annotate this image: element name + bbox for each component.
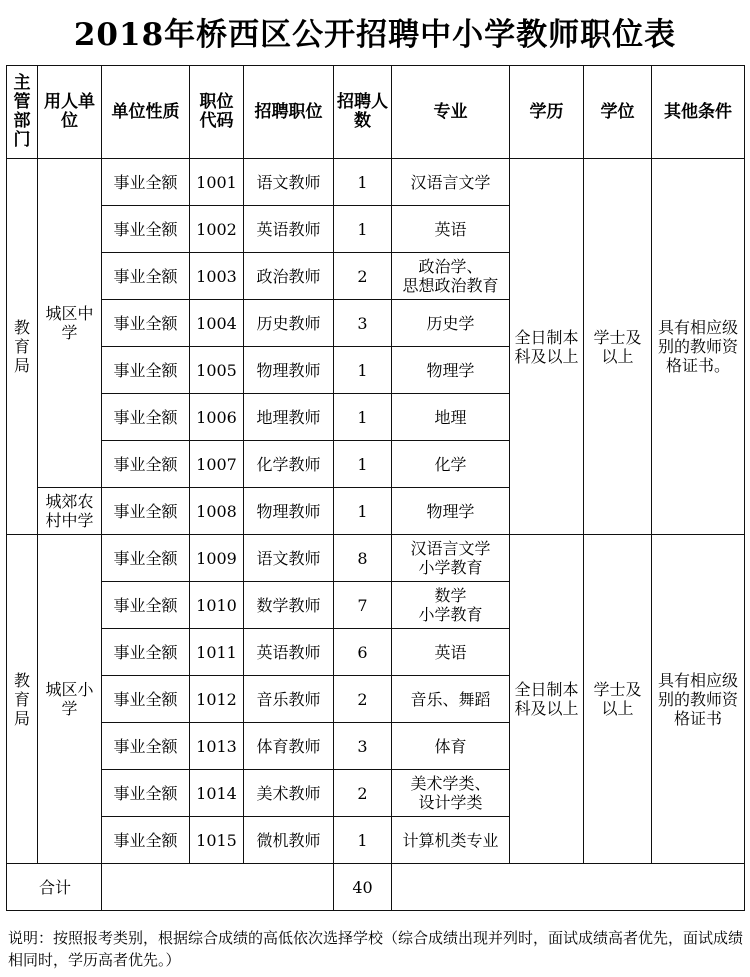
degree-cell: 学士及以上 [584, 159, 652, 535]
position-cell: 音乐教师 [244, 676, 334, 723]
count-cell: 1 [334, 159, 392, 206]
nature-cell: 事业全额 [102, 723, 190, 770]
education-cell: 全日制本科及以上 [510, 159, 584, 535]
position-cell: 语文教师 [244, 535, 334, 582]
nature-cell: 事业全额 [102, 441, 190, 488]
count-cell: 1 [334, 817, 392, 864]
major-cell: 体育 [392, 723, 510, 770]
nature-cell: 事业全额 [102, 300, 190, 347]
table-row [7, 159, 745, 206]
position-cell: 美术教师 [244, 770, 334, 817]
major-cell: 英语 [392, 629, 510, 676]
count-cell: 1 [334, 206, 392, 253]
position-cell: 微机教师 [244, 817, 334, 864]
header-cell: 专业 [392, 66, 510, 159]
major-cell: 英语 [392, 206, 510, 253]
header-cell: 用人单位 [38, 66, 102, 159]
code-cell: 1003 [190, 253, 244, 300]
nature-cell: 事业全额 [102, 582, 190, 629]
code-cell: 1015 [190, 817, 244, 864]
nature-cell: 事业全额 [102, 347, 190, 394]
major-cell: 计算机类专业 [392, 817, 510, 864]
nature-cell: 事业全额 [102, 253, 190, 300]
major-cell: 政治学、 思想政治教育 [392, 253, 510, 300]
code-cell: 1004 [190, 300, 244, 347]
nature-cell: 事业全额 [102, 817, 190, 864]
code-cell: 1008 [190, 488, 244, 535]
nature-cell: 事业全额 [102, 676, 190, 723]
nature-cell: 事业全额 [102, 770, 190, 817]
count-cell: 3 [334, 300, 392, 347]
major-cell: 历史学 [392, 300, 510, 347]
count-cell: 6 [334, 629, 392, 676]
major-cell: 化学 [392, 441, 510, 488]
education-cell: 全日制本科及以上 [510, 535, 584, 864]
header-cell: 招聘人数 [334, 66, 392, 159]
code-cell: 1013 [190, 723, 244, 770]
count-cell: 8 [334, 535, 392, 582]
degree-cell: 学士及以上 [584, 535, 652, 864]
empty-cell [102, 864, 334, 911]
header-cell: 单位性质 [102, 66, 190, 159]
position-cell: 语文教师 [244, 159, 334, 206]
total-count: 40 [334, 864, 392, 911]
header-cell: 其他条件 [652, 66, 745, 159]
major-cell: 地理 [392, 394, 510, 441]
count-cell: 7 [334, 582, 392, 629]
unit-cell: 城区小学 [38, 535, 102, 864]
unit-cell: 城区中学 [38, 159, 102, 488]
total-label: 合计 [7, 864, 102, 911]
other-cell: 具有相应级别的教师资格证书。 [652, 159, 745, 535]
other-cell: 具有相应级别的教师资格证书 [652, 535, 745, 864]
code-cell: 1006 [190, 394, 244, 441]
code-cell: 1010 [190, 582, 244, 629]
header-row [7, 66, 745, 159]
count-cell: 1 [334, 488, 392, 535]
dept-cell: 教育局 [7, 159, 38, 535]
major-cell: 汉语言文学 [392, 159, 510, 206]
position-cell: 英语教师 [244, 629, 334, 676]
position-cell: 历史教师 [244, 300, 334, 347]
unit-cell: 城郊农村中学 [38, 488, 102, 535]
code-cell: 1001 [190, 159, 244, 206]
table-row [7, 535, 745, 582]
nature-cell: 事业全额 [102, 535, 190, 582]
nature-cell: 事业全额 [102, 488, 190, 535]
count-cell: 3 [334, 723, 392, 770]
major-cell: 物理学 [392, 347, 510, 394]
major-cell: 数学 小学教育 [392, 582, 510, 629]
code-cell: 1002 [190, 206, 244, 253]
major-cell: 美术学类、 设计学类 [392, 770, 510, 817]
total-row [7, 864, 745, 911]
page-title: 2018年桥西区公开招聘中小学教师职位表 [73, 16, 677, 53]
count-cell: 1 [334, 394, 392, 441]
count-cell: 1 [334, 347, 392, 394]
positions-table [6, 65, 745, 911]
position-cell: 物理教师 [244, 347, 334, 394]
code-cell: 1014 [190, 770, 244, 817]
count-cell: 2 [334, 253, 392, 300]
header-cell: 主管部门 [7, 66, 38, 159]
footnote: 说明：按照报考类别，根据综合成绩的高低依次选择学校（综合成绩出现并列时，面试成绩高者优先，面试成绩相同时，学历高者优先。） [8, 929, 744, 969]
header-cell: 学位 [584, 66, 652, 159]
code-cell: 1007 [190, 441, 244, 488]
count-cell: 1 [334, 441, 392, 488]
empty-cell [392, 864, 745, 911]
nature-cell: 事业全额 [102, 394, 190, 441]
position-cell: 物理教师 [244, 488, 334, 535]
header-cell: 职位代码 [190, 66, 244, 159]
position-cell: 化学教师 [244, 441, 334, 488]
major-cell: 物理学 [392, 488, 510, 535]
count-cell: 2 [334, 770, 392, 817]
position-cell: 数学教师 [244, 582, 334, 629]
nature-cell: 事业全额 [102, 629, 190, 676]
header-cell: 招聘职位 [244, 66, 334, 159]
code-cell: 1011 [190, 629, 244, 676]
nature-cell: 事业全额 [102, 159, 190, 206]
position-cell: 英语教师 [244, 206, 334, 253]
dept-cell: 教育局 [7, 535, 38, 864]
nature-cell: 事业全额 [102, 206, 190, 253]
major-cell: 音乐、舞蹈 [392, 676, 510, 723]
position-cell: 政治教师 [244, 253, 334, 300]
position-cell: 体育教师 [244, 723, 334, 770]
major-cell: 汉语言文学 小学教育 [392, 535, 510, 582]
code-cell: 1009 [190, 535, 244, 582]
code-cell: 1005 [190, 347, 244, 394]
count-cell: 2 [334, 676, 392, 723]
header-cell: 学历 [510, 66, 584, 159]
position-cell: 地理教师 [244, 394, 334, 441]
code-cell: 1012 [190, 676, 244, 723]
